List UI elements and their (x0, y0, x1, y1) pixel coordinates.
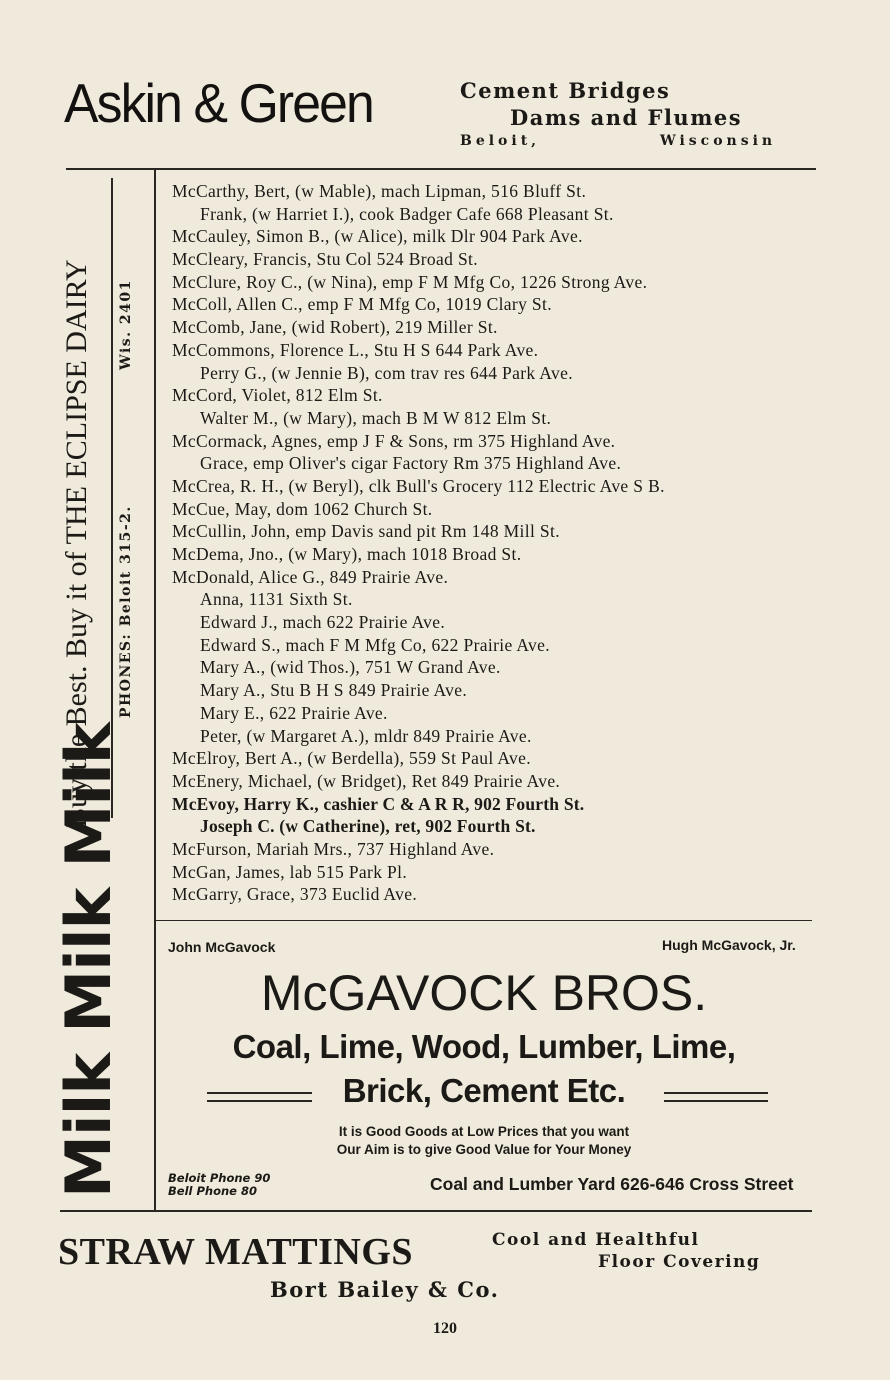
directory-entry: McGarry, Grace, 373 Euclid Ave. (172, 884, 418, 905)
directory-entry: Mary A., (wid Thos.), 751 W Grand Ave. (200, 657, 501, 678)
bottom-divider (60, 1210, 812, 1212)
eclipse-dairy-slogan: Buy the Best. Buy it of THE ECLIPSE DAIRY (60, 259, 93, 828)
directory-entry: McEnery, Michael, (w Bridget), Ret 849 Prairie Ave. (172, 770, 561, 791)
eclipse-dairy-phones: PHONES: Beloit 315-2. (118, 505, 134, 718)
bort-bailey-company: Bort Bailey & Co. (270, 1277, 500, 1302)
directory-entry: Peter, (w Margaret A.), mldr 849 Prairie Ave. (200, 725, 532, 746)
directory-entry: McCleary, Francis, Stu Col 524 Broad St. (172, 249, 478, 270)
directory-entry: McCue, May, dom 1062 Church St. (172, 498, 433, 519)
double-rule-right (664, 1092, 768, 1102)
directory-entry: McDema, Jno., (w Mary), mach 1018 Broad St. (172, 544, 522, 564)
directory-listing (172, 180, 812, 906)
mcgavock-products-line1: Coal, Lime, Wood, Lumber, Lime, (232, 1028, 736, 1065)
mcgavock-partner-left: John McGavock (168, 939, 276, 955)
mcgavock-yard-address: Coal and Lumber Yard 626-646 Cross Street (430, 1174, 794, 1194)
directory-entry: McFurson, Mariah Mrs., 737 Highland Ave. (172, 838, 495, 859)
milk-banner: Milk Milk Milk (52, 723, 125, 1198)
directory-entry: McClure, Roy C., (w Nina), emp F M Mfg Co, 1226 Strong Ave. (172, 271, 648, 292)
directory-entry: Perry G., (w Jennie B), com trav res 644 Park Ave. (200, 362, 573, 383)
mcgavock-phone-beloit: Beloit Phone 90 (168, 1171, 271, 1185)
directory-entry: McGan, James, lab 515 Park Pl. (172, 861, 408, 882)
askin-green-line1: Cement Bridges (460, 78, 671, 103)
top-divider (66, 168, 816, 170)
directory-entry: McComb, Jane, (wid Robert), 219 Miller St. (172, 317, 498, 338)
directory-entry: McCormack, Agnes, emp J F & Sons, rm 375 Highland Ave. (172, 430, 616, 451)
straw-mattings-tagline2: Floor Covering (598, 1252, 761, 1272)
mcgavock-tagline1: It is Good Goods at Low Prices that you want (338, 1124, 630, 1139)
directory-entry: Joseph C. (w Catherine), ret, 902 Fourth St. (200, 816, 536, 837)
mcgavock-products-line2: Brick, Cement Etc. (342, 1072, 626, 1109)
mcgavock-tagline2: Our Aim is to give Good Value for Your Money (336, 1142, 632, 1157)
directory-entry: McCrea, R. H., (w Beryl), clk Bull's Grocery 112 Electric Ave S B. (172, 475, 665, 496)
directory-entry: McCauley, Simon B., (w Alice), milk Dlr 904 Park Ave. (172, 226, 583, 247)
mcgavock-title: McGAVOCK BROS. (260, 965, 708, 1021)
directory-entry: McCommons, Florence L., Stu H S 644 Park Ave. (172, 339, 539, 360)
mcgavock-phone-bell: Bell Phone 80 (168, 1184, 257, 1198)
directory-entry: Mary A., Stu B H S 849 Prairie Ave. (200, 680, 468, 701)
mcgavock-partner-right: Hugh McGavock, Jr. (662, 937, 796, 953)
askin-green-name: Askin & Green (64, 72, 373, 134)
directory-entry: McEvoy, Harry K., cashier C & A R R, 902 Fourth St. (172, 793, 585, 814)
directory-entry: Mary E., 622 Prairie Ave. (200, 702, 388, 723)
askin-green-state: Wisconsin (660, 133, 777, 149)
directory-entry: Anna, 1131 Sixth St. (200, 589, 353, 610)
directory-entry: McElroy, Bert A., (w Berdella), 559 St Paul Ave. (172, 748, 531, 769)
directory-entry: McCarthy, Bert, (w Mable), mach Lipman, 516 Bluff St. (172, 181, 587, 201)
askin-green-line2: Dams and Flumes (510, 105, 743, 130)
directory-entry: Frank, (w Harriet I.), cook Badger Cafe 668 Pleasant St. (200, 203, 614, 224)
directory-entry: McCullin, John, emp Davis sand pit Rm 148 Mill St. (172, 521, 560, 542)
listing-ad-divider (156, 920, 812, 921)
directory-entry: Walter M., (w Mary), mach B M W 812 Elm St. (200, 407, 552, 428)
straw-mattings-tagline1: Cool and Healthful (492, 1230, 700, 1250)
directory-entry: McColl, Allen C., emp F M Mfg Co, 1019 Clary St. (172, 294, 552, 315)
page-number: 120 (433, 1320, 457, 1337)
side-ad-divider (111, 178, 113, 818)
askin-green-city: Beloit, (460, 133, 541, 149)
directory-entry: Edward S., mach F M Mfg Co, 622 Prairie Ave. (200, 634, 550, 655)
straw-mattings-heading: STRAW MATTINGS (58, 1231, 414, 1273)
directory-entry: Grace, emp Oliver's cigar Factory Rm 375 Highland Ave. (200, 453, 622, 474)
directory-entry: Edward J., mach 622 Prairie Ave. (200, 612, 446, 633)
directory-entry: McDonald, Alice G., 849 Prairie Ave. (172, 566, 449, 587)
eclipse-dairy-wis-phone: Wis. 2401 (118, 279, 134, 370)
directory-entry: McCord, Violet, 812 Elm St. (172, 385, 383, 406)
